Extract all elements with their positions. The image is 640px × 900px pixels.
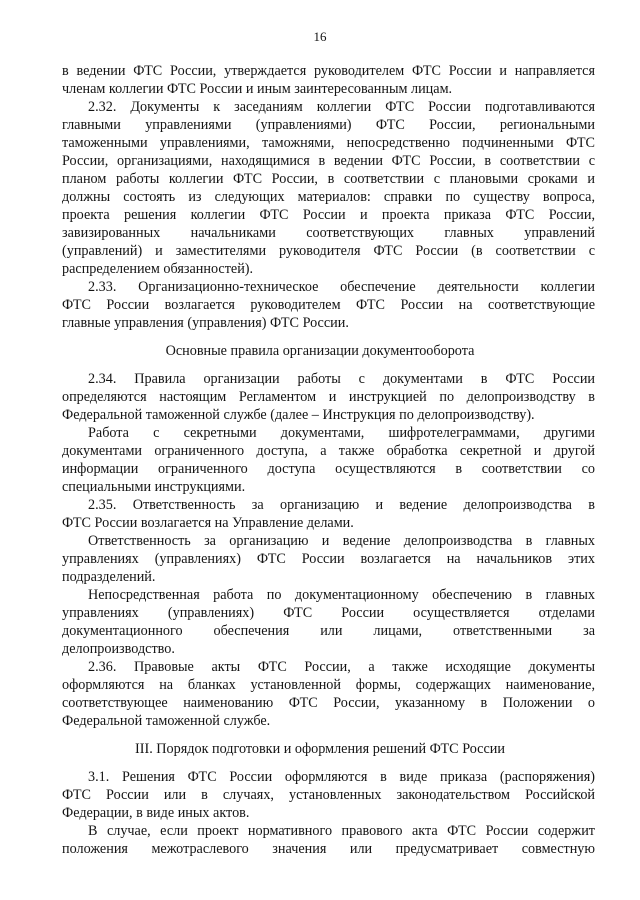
text-line: проекта решения коллегии ФТС России и проекта приказа ФТС России, [62,207,595,223]
text-line: определяются настоящим Регламентом и инструкцией по делопроизводству в [62,389,595,405]
text-line: Федерации, в виде иных актов. [62,805,250,821]
text-line: России, организациями, находящимися в ведении ФТС России, в соответствии с [62,153,595,169]
text-line: планом работы коллегии ФТС России, в соответствии с плановыми сроками и [62,171,595,187]
text-line: главные управления (управления) ФТС России. [62,315,349,331]
text-line: управлениях (управлениях) ФТС России осуществляется отделами [62,605,595,621]
paragraph-2-33-start: 2.33. Организационно-техническое обеспечение деятельности коллегии [88,279,595,295]
text-line: Непосредственная работа по документационному обеспечению в главных [88,587,595,603]
text-line: ФТС России возлагается руководителем ФТС России на соответствующие [62,297,595,313]
text-line: документами ограниченного доступа, а также обработка секретной и другой [62,443,595,459]
text-line: специальными инструкциями. [62,479,246,495]
paragraph-2-36-start: 2.36. Правовые акты ФТС России, а также исходящие документы [88,659,595,675]
text-line: оформляются на бланках установленной формы, содержащих наименование, [62,677,595,693]
section-heading-iii: III. Порядок подготовки и оформления решений ФТС России [135,741,505,757]
text-line: завизированных начальниками соответствующих главных управлений [62,225,595,241]
text-line: (управлений) и заместителями руководителя ФТС России (в соответствии с [62,243,595,259]
text-line: главными управлениями (управлениями) ФТС России, региональными [62,117,595,133]
text-line: В случае, если проект нормативного правового акта ФТС России содержит [88,823,595,839]
paragraph-2-35-start: 2.35. Ответственность за организацию и ведение делопроизводства в [88,497,595,513]
paragraph-3-1-start: 3.1. Решения ФТС России оформляются в виде приказа (распоряжения) [88,769,595,785]
text-line: документационного обеспечения или лицами, ответственными за [62,623,595,639]
text-line: в ведении ФТС России, утверждается руководителем ФТС России и направляется [62,63,595,79]
text-line: членам коллегии ФТС России и иным заинтересованным лицам. [62,81,453,97]
text-line: ФТС России возлагается на Управление делами. [62,515,354,531]
text-line: Ответственность за организацию и ведение делопроизводства в главных [88,533,595,549]
section-heading-document-flow: Основные правила организации документооборота [165,343,475,359]
text-line: распределением обязанностей). [62,261,254,277]
paragraph-2-32-start: 2.32. Документы к заседаниям коллегии ФТС России подготавливаются [88,99,595,115]
text-line: управлениях (управлениях) ФТС России возлагается на начальников этих [62,551,595,567]
text-line: делопроизводство. [62,641,175,657]
text-line: соответствующее наименованию ФТС России, указанному в Положении о [62,695,595,711]
text-line: ФТС России или в случаях, установленных законодательством Российской [62,787,595,803]
text-line: положения межотраслевого значения или предусматривает совместную [62,841,595,857]
text-line: подразделений. [62,569,156,585]
text-line: Федеральной таможенной службе (далее – Инструкция по делопроизводству). [62,407,535,423]
text-line: должны состоять из следующих материалов: справки по существу вопроса, [62,189,595,205]
text-line: таможенными управлениями, таможнями, непосредственно подчиненными ФТС [62,135,595,151]
text-line: информации ограниченного доступа осуществляются в соответствии со [62,461,595,477]
text-line: Работа с секретными документами, шифротелеграммами, другими [88,425,595,441]
page-number: 16 [313,29,327,44]
text-line: Федеральной таможенной службе. [62,713,271,729]
paragraph-2-34-start: 2.34. Правила организации работы с документами в ФТС России [88,371,595,387]
